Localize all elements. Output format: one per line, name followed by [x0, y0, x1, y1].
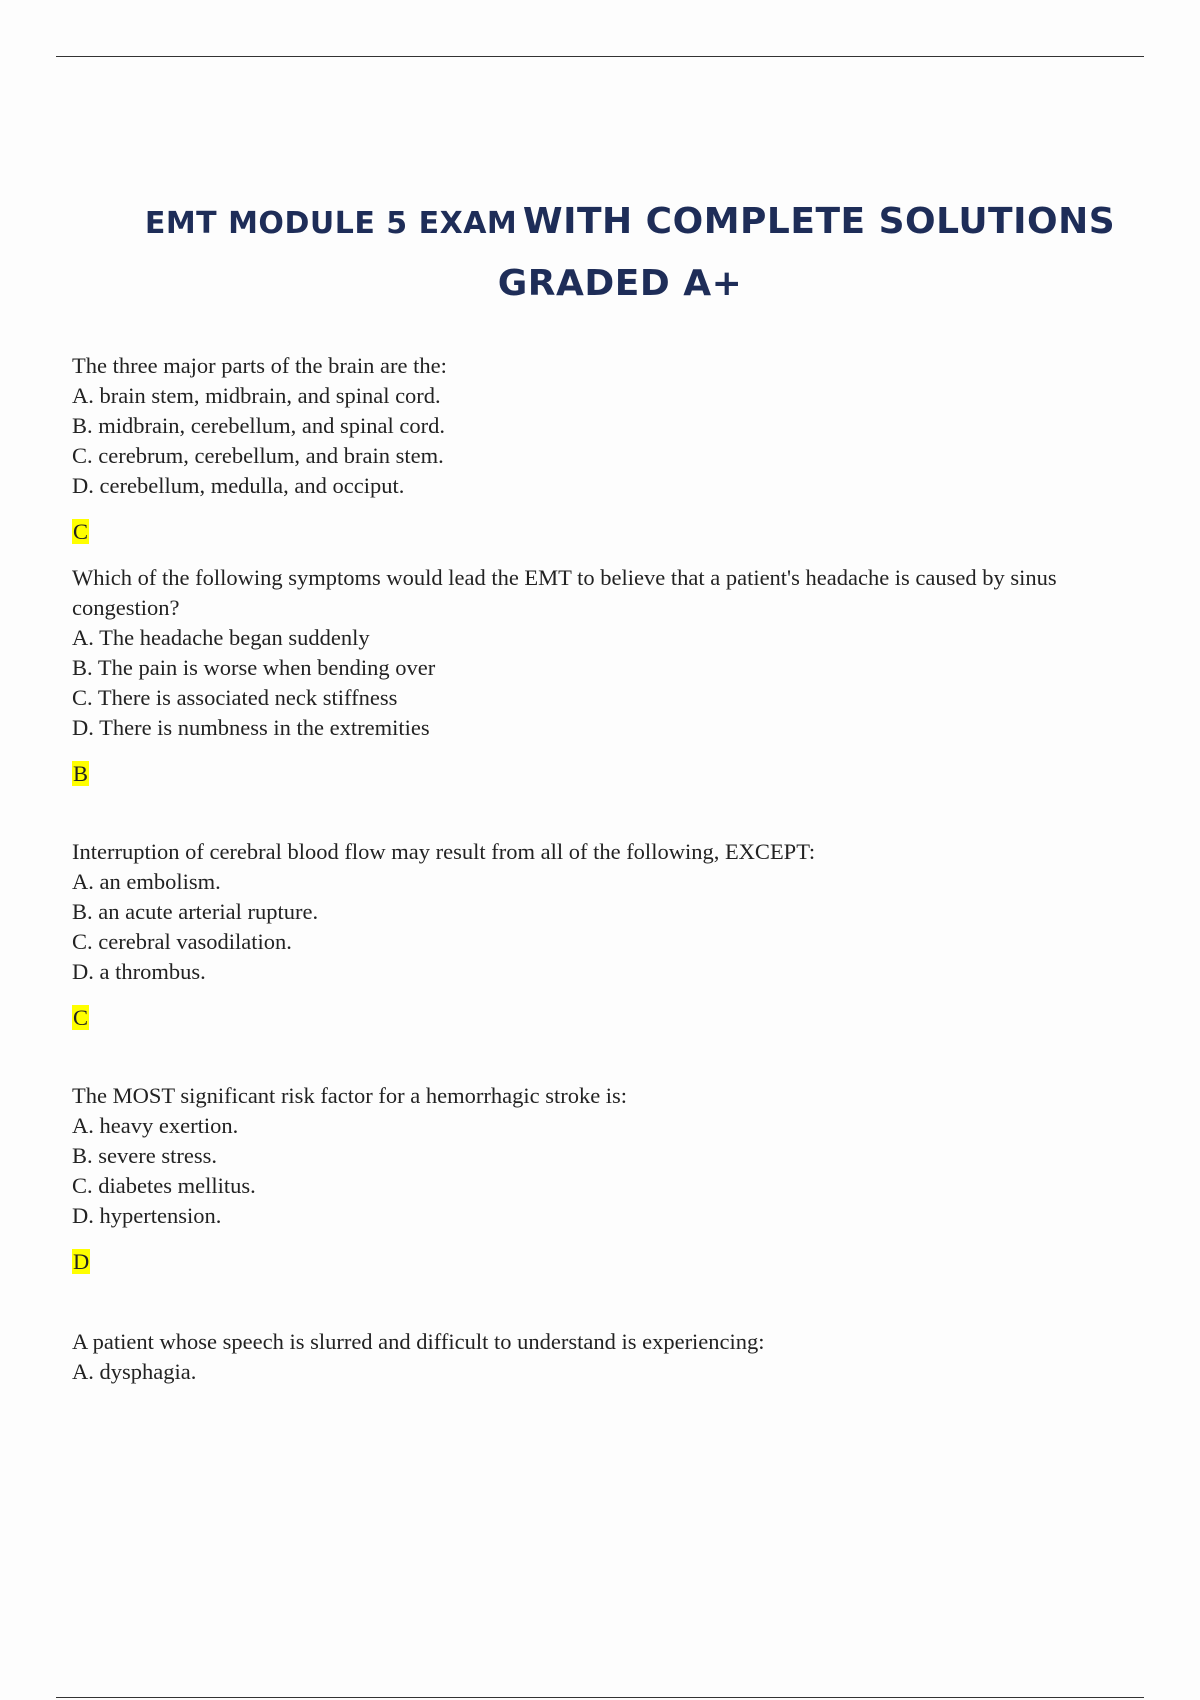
title-prefix: EMT MODULE 5 EXAM — [144, 206, 518, 241]
bottom-rule — [56, 1697, 1144, 1698]
page-title — [100, 194, 1140, 312]
question-list — [72, 351, 1142, 1387]
option-a: A. The headache began suddenly — [72, 625, 370, 650]
title-main: WITH COMPLETE SOLUTIONS — [522, 201, 1116, 242]
option-d: D. cerebellum, medulla, and occiput. — [72, 473, 405, 498]
top-rule — [56, 56, 1144, 57]
option-d: D. a thrombus. — [72, 959, 206, 984]
option-b: B. The pain is worse when bending over — [72, 655, 436, 680]
option-b: B. severe stress. — [72, 1143, 217, 1168]
option-c: C. cerebral vasodilation. — [72, 929, 292, 954]
question-4 — [72, 1081, 1142, 1277]
option-d: D. hypertension. — [72, 1203, 222, 1228]
question-1 — [72, 351, 1142, 547]
option-a: A. brain stem, midbrain, and spinal cord. — [72, 383, 441, 408]
question-2 — [72, 563, 1142, 789]
question-5 — [72, 1327, 1142, 1387]
question-3 — [72, 837, 1142, 1033]
answer-key: C — [73, 519, 89, 544]
question-text: The MOST significant risk factor for a hemorrhagic stroke is: — [72, 1083, 628, 1108]
option-c: C. diabetes mellitus. — [72, 1173, 256, 1198]
answer-key: D — [73, 1249, 90, 1274]
option-a: A. heavy exertion. — [72, 1113, 239, 1138]
answer-key: B — [73, 761, 89, 786]
option-d: D. There is numbness in the extremities — [72, 715, 430, 740]
question-text: Which of the following symptoms would lead the EMT to believe that a patient's headache is caused by sinus congestion? — [72, 565, 1057, 620]
option-b: B. midbrain, cerebellum, and spinal cord. — [72, 413, 446, 438]
title-line-2: GRADED A+ — [497, 263, 743, 304]
option-a: A. dysphagia. — [72, 1359, 197, 1384]
question-text: A patient whose speech is slurred and difficult to understand is experiencing: — [72, 1329, 765, 1354]
question-text: Interruption of cerebral blood flow may result from all of the following, EXCEPT: — [72, 839, 816, 864]
option-b: B. an acute arterial rupture. — [72, 899, 319, 924]
question-text: The three major parts of the brain are the: — [72, 353, 447, 378]
option-a: A. an embolism. — [72, 869, 221, 894]
option-c: C. There is associated neck stiffness — [72, 685, 398, 710]
answer-key: C — [73, 1005, 89, 1030]
option-c: C. cerebrum, cerebellum, and brain stem. — [72, 443, 444, 468]
